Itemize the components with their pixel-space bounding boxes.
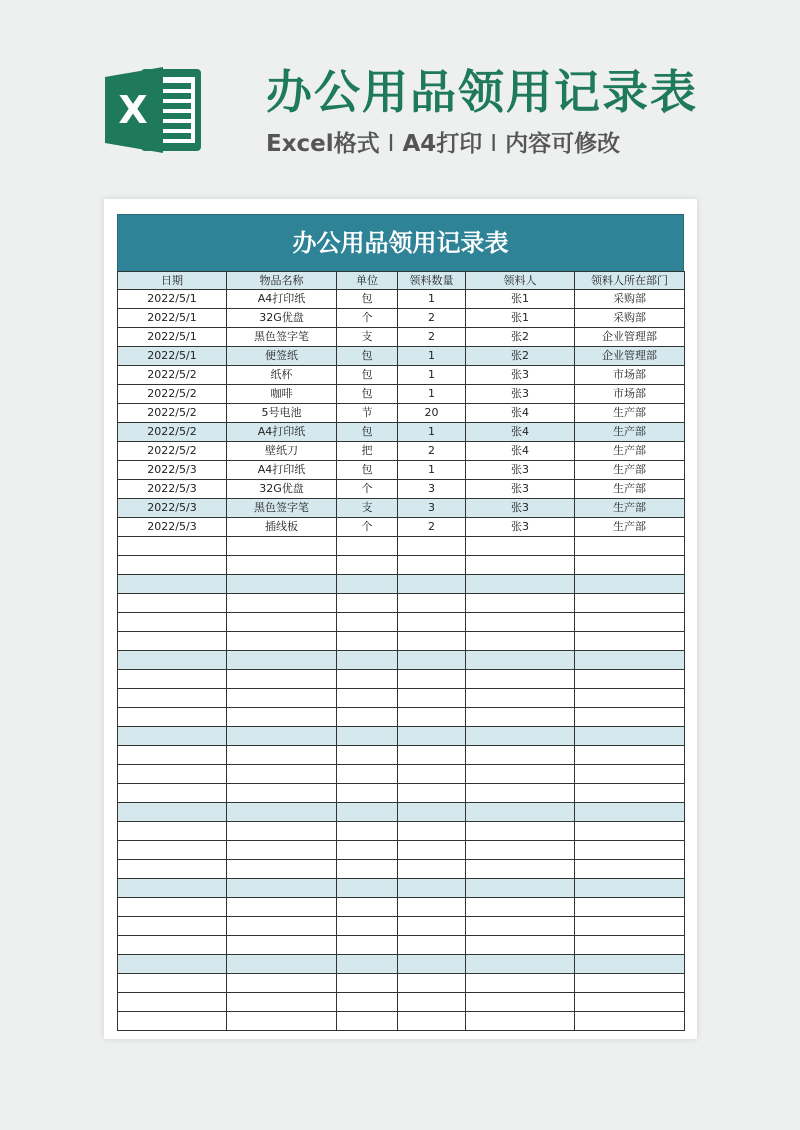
cell-item-name[interactable] — [227, 765, 337, 784]
table-row — [118, 461, 685, 480]
cell-department[interactable]: 生产部 — [575, 442, 685, 461]
excel-logo-icon — [103, 63, 203, 157]
cell-department[interactable] — [575, 936, 685, 955]
header-quantity: 领料数量 — [398, 272, 466, 290]
cell-date[interactable] — [118, 727, 227, 746]
cell-recipient[interactable]: 张3 — [466, 499, 575, 518]
cell-recipient[interactable]: 张2 — [466, 328, 575, 347]
table-row — [118, 347, 685, 366]
cell-recipient[interactable] — [466, 537, 575, 556]
cell-quantity[interactable] — [398, 822, 466, 841]
cell-recipient[interactable] — [466, 613, 575, 632]
empty-table-row — [118, 708, 685, 727]
cell-item-name[interactable] — [227, 689, 337, 708]
cell-unit[interactable] — [337, 727, 398, 746]
cell-recipient[interactable] — [466, 670, 575, 689]
table-row — [118, 499, 685, 518]
cell-item-name[interactable] — [227, 727, 337, 746]
cell-date[interactable] — [118, 746, 227, 765]
cell-department[interactable] — [575, 841, 685, 860]
empty-table-row — [118, 765, 685, 784]
cell-item-name[interactable]: 5号电池 — [227, 404, 337, 423]
cell-date[interactable] — [118, 556, 227, 575]
cell-date[interactable] — [118, 955, 227, 974]
header-item-name: 物品名称 — [227, 272, 337, 290]
cell-recipient[interactable] — [466, 689, 575, 708]
cell-quantity[interactable] — [398, 784, 466, 803]
cell-recipient[interactable] — [466, 898, 575, 917]
cell-unit[interactable] — [337, 803, 398, 822]
cell-unit[interactable] — [337, 993, 398, 1012]
cell-item-name[interactable] — [227, 708, 337, 727]
table-row — [118, 518, 685, 537]
cell-department[interactable]: 生产部 — [575, 480, 685, 499]
cell-date[interactable] — [118, 670, 227, 689]
cell-unit[interactable] — [337, 632, 398, 651]
empty-table-row — [118, 632, 685, 651]
cell-item-name[interactable] — [227, 974, 337, 993]
cell-item-name[interactable]: A4打印纸 — [227, 290, 337, 309]
cell-department[interactable] — [575, 765, 685, 784]
cell-recipient[interactable] — [466, 765, 575, 784]
cell-recipient[interactable] — [466, 594, 575, 613]
cell-recipient[interactable] — [466, 936, 575, 955]
cell-unit[interactable] — [337, 708, 398, 727]
cell-date[interactable] — [118, 689, 227, 708]
cell-quantity[interactable]: 2 — [398, 442, 466, 461]
cell-date[interactable] — [118, 1012, 227, 1031]
cell-unit[interactable]: 把 — [337, 442, 398, 461]
table-row — [118, 328, 685, 347]
cell-recipient[interactable] — [466, 575, 575, 594]
empty-table-row — [118, 784, 685, 803]
cell-unit[interactable] — [337, 1012, 398, 1031]
page-title: 办公用品领用记录表 — [266, 65, 698, 119]
cell-unit[interactable]: 支 — [337, 328, 398, 347]
cell-department[interactable]: 生产部 — [575, 423, 685, 442]
cell-department[interactable] — [575, 613, 685, 632]
cell-quantity[interactable]: 1 — [398, 347, 466, 366]
table-row — [118, 385, 685, 404]
cell-quantity[interactable] — [398, 594, 466, 613]
cell-recipient[interactable]: 张1 — [466, 290, 575, 309]
cell-quantity[interactable] — [398, 993, 466, 1012]
cell-recipient[interactable] — [466, 974, 575, 993]
subtitle-format: Excel格式 — [266, 131, 380, 157]
cell-quantity[interactable] — [398, 651, 466, 670]
cell-recipient[interactable]: 张3 — [466, 366, 575, 385]
cell-item-name[interactable] — [227, 936, 337, 955]
header-recipient: 领料人 — [466, 272, 575, 290]
cell-recipient[interactable] — [466, 955, 575, 974]
cell-quantity[interactable] — [398, 708, 466, 727]
cell-quantity[interactable] — [398, 955, 466, 974]
cell-quantity[interactable] — [398, 936, 466, 955]
empty-table-row — [118, 917, 685, 936]
cell-quantity[interactable]: 2 — [398, 309, 466, 328]
table-row — [118, 366, 685, 385]
cell-recipient[interactable] — [466, 822, 575, 841]
cell-unit[interactable] — [337, 917, 398, 936]
cell-recipient[interactable]: 张3 — [466, 461, 575, 480]
cell-quantity[interactable] — [398, 898, 466, 917]
cell-recipient[interactable] — [466, 917, 575, 936]
cell-recipient[interactable]: 张3 — [466, 518, 575, 537]
cell-item-name[interactable]: 32G优盘 — [227, 480, 337, 499]
cell-recipient[interactable] — [466, 632, 575, 651]
cell-unit[interactable] — [337, 841, 398, 860]
cell-quantity[interactable] — [398, 575, 466, 594]
cell-unit[interactable]: 包 — [337, 385, 398, 404]
cell-department[interactable]: 生产部 — [575, 461, 685, 480]
cell-department[interactable] — [575, 556, 685, 575]
cell-recipient[interactable]: 张2 — [466, 347, 575, 366]
cell-department[interactable] — [575, 860, 685, 879]
cell-item-name[interactable] — [227, 917, 337, 936]
empty-table-row — [118, 613, 685, 632]
cell-department[interactable] — [575, 537, 685, 556]
cell-recipient[interactable]: 张4 — [466, 423, 575, 442]
cell-unit[interactable] — [337, 746, 398, 765]
cell-unit[interactable] — [337, 765, 398, 784]
cell-department[interactable]: 企业管理部 — [575, 347, 685, 366]
cell-recipient[interactable] — [466, 879, 575, 898]
cell-quantity[interactable] — [398, 537, 466, 556]
cell-recipient[interactable]: 张1 — [466, 309, 575, 328]
cell-item-name[interactable] — [227, 746, 337, 765]
cell-item-name[interactable] — [227, 993, 337, 1012]
cell-recipient[interactable]: 张3 — [466, 385, 575, 404]
cell-quantity[interactable] — [398, 746, 466, 765]
cell-department[interactable] — [575, 632, 685, 651]
empty-table-row — [118, 898, 685, 917]
table-banner-title: 办公用品领用记录表 — [117, 214, 684, 271]
cell-item-name[interactable]: 插线板 — [227, 518, 337, 537]
cell-recipient[interactable] — [466, 708, 575, 727]
cell-date[interactable] — [118, 860, 227, 879]
cell-unit[interactable]: 包 — [337, 461, 398, 480]
cell-department[interactable] — [575, 803, 685, 822]
table-row — [118, 290, 685, 309]
cell-department[interactable] — [575, 594, 685, 613]
cell-quantity[interactable]: 3 — [398, 480, 466, 499]
cell-item-name[interactable]: 壁纸刀 — [227, 442, 337, 461]
cell-item-name[interactable]: 纸杯 — [227, 366, 337, 385]
cell-item-name[interactable] — [227, 613, 337, 632]
cell-department[interactable]: 企业管理部 — [575, 328, 685, 347]
cell-department[interactable] — [575, 784, 685, 803]
cell-item-name[interactable] — [227, 575, 337, 594]
cell-recipient[interactable] — [466, 993, 575, 1012]
cell-date[interactable] — [118, 613, 227, 632]
cell-date[interactable] — [118, 537, 227, 556]
table-row — [118, 309, 685, 328]
cell-recipient[interactable] — [466, 841, 575, 860]
cell-quantity[interactable] — [398, 727, 466, 746]
cell-quantity[interactable]: 1 — [398, 366, 466, 385]
cell-quantity[interactable] — [398, 860, 466, 879]
cell-date[interactable]: 2022/5/2 — [118, 385, 227, 404]
cell-item-name[interactable] — [227, 632, 337, 651]
table-header-row — [118, 272, 685, 290]
cell-quantity[interactable]: 1 — [398, 290, 466, 309]
cell-department[interactable] — [575, 708, 685, 727]
cell-item-name[interactable] — [227, 803, 337, 822]
cell-item-name[interactable] — [227, 537, 337, 556]
cell-quantity[interactable] — [398, 879, 466, 898]
cell-item-name[interactable] — [227, 556, 337, 575]
cell-date[interactable] — [118, 841, 227, 860]
cell-date[interactable]: 2022/5/3 — [118, 499, 227, 518]
cell-department[interactable] — [575, 974, 685, 993]
cell-recipient[interactable] — [466, 556, 575, 575]
cell-item-name[interactable] — [227, 879, 337, 898]
cell-recipient[interactable] — [466, 746, 575, 765]
cell-date[interactable] — [118, 993, 227, 1012]
cell-item-name[interactable] — [227, 670, 337, 689]
cell-unit[interactable] — [337, 784, 398, 803]
subtitle-separator: I — [490, 131, 498, 157]
cell-recipient[interactable] — [466, 1012, 575, 1031]
empty-table-row — [118, 993, 685, 1012]
cell-unit[interactable] — [337, 613, 398, 632]
cell-item-name[interactable]: 黑色签字笔 — [227, 499, 337, 518]
empty-table-row — [118, 955, 685, 974]
cell-unit[interactable]: 包 — [337, 366, 398, 385]
cell-unit[interactable] — [337, 879, 398, 898]
cell-department[interactable] — [575, 993, 685, 1012]
cell-date[interactable] — [118, 879, 227, 898]
cell-department[interactable] — [575, 575, 685, 594]
cell-department[interactable] — [575, 898, 685, 917]
header-date: 日期 — [118, 272, 227, 290]
empty-table-row — [118, 822, 685, 841]
cell-unit[interactable] — [337, 822, 398, 841]
cell-unit[interactable] — [337, 651, 398, 670]
cell-recipient[interactable] — [466, 651, 575, 670]
cell-department[interactable] — [575, 651, 685, 670]
cell-date[interactable]: 2022/5/1 — [118, 290, 227, 309]
cell-date[interactable]: 2022/5/3 — [118, 480, 227, 499]
table-row — [118, 442, 685, 461]
cell-department[interactable] — [575, 727, 685, 746]
cell-quantity[interactable] — [398, 689, 466, 708]
table-row — [118, 404, 685, 423]
header-unit: 单位 — [337, 272, 398, 290]
empty-table-row — [118, 746, 685, 765]
cell-department[interactable]: 生产部 — [575, 499, 685, 518]
empty-table-row — [118, 841, 685, 860]
empty-table-row — [118, 860, 685, 879]
cell-recipient[interactable]: 张4 — [466, 404, 575, 423]
cell-department[interactable] — [575, 955, 685, 974]
cell-date[interactable]: 2022/5/2 — [118, 442, 227, 461]
cell-department[interactable]: 市场部 — [575, 366, 685, 385]
cell-recipient[interactable] — [466, 803, 575, 822]
cell-recipient[interactable]: 张4 — [466, 442, 575, 461]
cell-item-name[interactable]: 咖啡 — [227, 385, 337, 404]
cell-date[interactable] — [118, 822, 227, 841]
cell-quantity[interactable]: 1 — [398, 461, 466, 480]
cell-quantity[interactable] — [398, 841, 466, 860]
cell-item-name[interactable] — [227, 955, 337, 974]
cell-department[interactable]: 采购部 — [575, 290, 685, 309]
cell-quantity[interactable] — [398, 765, 466, 784]
cell-unit[interactable]: 个 — [337, 309, 398, 328]
cell-quantity[interactable]: 20 — [398, 404, 466, 423]
cell-quantity[interactable] — [398, 974, 466, 993]
cell-unit[interactable]: 包 — [337, 423, 398, 442]
cell-unit[interactable] — [337, 670, 398, 689]
cell-quantity[interactable]: 2 — [398, 328, 466, 347]
cell-unit[interactable]: 支 — [337, 499, 398, 518]
cell-date[interactable]: 2022/5/3 — [118, 461, 227, 480]
cell-quantity[interactable] — [398, 556, 466, 575]
empty-table-row — [118, 537, 685, 556]
cell-date[interactable]: 2022/5/1 — [118, 347, 227, 366]
empty-table-row — [118, 974, 685, 993]
cell-quantity[interactable] — [398, 632, 466, 651]
cell-department[interactable] — [575, 879, 685, 898]
cell-date[interactable] — [118, 594, 227, 613]
cell-department[interactable] — [575, 689, 685, 708]
cell-item-name[interactable] — [227, 860, 337, 879]
cell-date[interactable]: 2022/5/2 — [118, 404, 227, 423]
cell-department[interactable]: 采购部 — [575, 309, 685, 328]
cell-unit[interactable] — [337, 575, 398, 594]
empty-table-row — [118, 727, 685, 746]
cell-item-name[interactable]: 黑色签字笔 — [227, 328, 337, 347]
cell-date[interactable] — [118, 575, 227, 594]
cell-item-name[interactable] — [227, 594, 337, 613]
cell-item-name[interactable] — [227, 898, 337, 917]
cell-item-name[interactable]: 便签纸 — [227, 347, 337, 366]
cell-date[interactable]: 2022/5/2 — [118, 423, 227, 442]
cell-unit[interactable] — [337, 898, 398, 917]
page-subtitle — [266, 128, 620, 160]
cell-department[interactable] — [575, 746, 685, 765]
cell-item-name[interactable]: A4打印纸 — [227, 423, 337, 442]
empty-table-row — [118, 594, 685, 613]
cell-date[interactable]: 2022/5/1 — [118, 309, 227, 328]
cell-date[interactable] — [118, 936, 227, 955]
cell-unit[interactable] — [337, 955, 398, 974]
cell-date[interactable] — [118, 784, 227, 803]
cell-item-name[interactable] — [227, 1012, 337, 1031]
cell-quantity[interactable] — [398, 803, 466, 822]
empty-table-row — [118, 1012, 685, 1031]
empty-table-row — [118, 689, 685, 708]
cell-date[interactable] — [118, 917, 227, 936]
cell-department[interactable] — [575, 917, 685, 936]
cell-date[interactable] — [118, 803, 227, 822]
cell-item-name[interactable] — [227, 651, 337, 670]
empty-table-row — [118, 651, 685, 670]
cell-recipient[interactable] — [466, 860, 575, 879]
subtitle-separator: I — [387, 131, 395, 157]
cell-quantity[interactable]: 2 — [398, 518, 466, 537]
cell-unit[interactable] — [337, 556, 398, 575]
cell-unit[interactable]: 包 — [337, 290, 398, 309]
cell-unit[interactable] — [337, 860, 398, 879]
empty-table-row — [118, 556, 685, 575]
cell-date[interactable] — [118, 708, 227, 727]
cell-department[interactable] — [575, 822, 685, 841]
empty-table-row — [118, 670, 685, 689]
cell-recipient[interactable]: 张3 — [466, 480, 575, 499]
cell-date[interactable] — [118, 898, 227, 917]
empty-table-row — [118, 575, 685, 594]
cell-unit[interactable]: 个 — [337, 480, 398, 499]
empty-table-row — [118, 879, 685, 898]
empty-table-row — [118, 803, 685, 822]
cell-quantity[interactable] — [398, 1012, 466, 1031]
subtitle-editable: 内容可修改 — [505, 131, 621, 157]
subtitle-print: A4打印 — [402, 131, 483, 157]
cell-item-name[interactable] — [227, 822, 337, 841]
cell-date[interactable]: 2022/5/2 — [118, 366, 227, 385]
cell-quantity[interactable]: 1 — [398, 385, 466, 404]
cell-recipient[interactable] — [466, 727, 575, 746]
cell-quantity[interactable] — [398, 613, 466, 632]
cell-recipient[interactable] — [466, 784, 575, 803]
logo-letter: X — [118, 88, 148, 132]
cell-date[interactable] — [118, 651, 227, 670]
cell-department[interactable] — [575, 670, 685, 689]
cell-unit[interactable] — [337, 537, 398, 556]
cell-unit[interactable]: 包 — [337, 347, 398, 366]
cell-quantity[interactable]: 1 — [398, 423, 466, 442]
cell-date[interactable] — [118, 765, 227, 784]
cell-unit[interactable]: 节 — [337, 404, 398, 423]
cell-item-name[interactable]: A4打印纸 — [227, 461, 337, 480]
header-department: 领料人所在部门 — [575, 272, 685, 290]
table-row — [118, 480, 685, 499]
record-table — [117, 271, 685, 1031]
cell-unit[interactable] — [337, 594, 398, 613]
table-row — [118, 423, 685, 442]
cell-item-name[interactable] — [227, 841, 337, 860]
cell-unit[interactable] — [337, 936, 398, 955]
empty-table-row — [118, 936, 685, 955]
cell-item-name[interactable]: 32G优盘 — [227, 309, 337, 328]
cell-quantity[interactable] — [398, 917, 466, 936]
cell-department[interactable]: 市场部 — [575, 385, 685, 404]
cell-department[interactable] — [575, 1012, 685, 1031]
cell-quantity[interactable] — [398, 670, 466, 689]
cell-date[interactable] — [118, 974, 227, 993]
cell-department[interactable]: 生产部 — [575, 518, 685, 537]
table-body — [118, 290, 685, 1031]
cell-date[interactable]: 2022/5/1 — [118, 328, 227, 347]
cell-unit[interactable] — [337, 974, 398, 993]
cell-item-name[interactable] — [227, 784, 337, 803]
cell-unit[interactable] — [337, 689, 398, 708]
cell-date[interactable]: 2022/5/3 — [118, 518, 227, 537]
record-table-container — [117, 214, 684, 1031]
cell-date[interactable] — [118, 632, 227, 651]
cell-unit[interactable]: 个 — [337, 518, 398, 537]
cell-department[interactable]: 生产部 — [575, 404, 685, 423]
cell-quantity[interactable]: 3 — [398, 499, 466, 518]
